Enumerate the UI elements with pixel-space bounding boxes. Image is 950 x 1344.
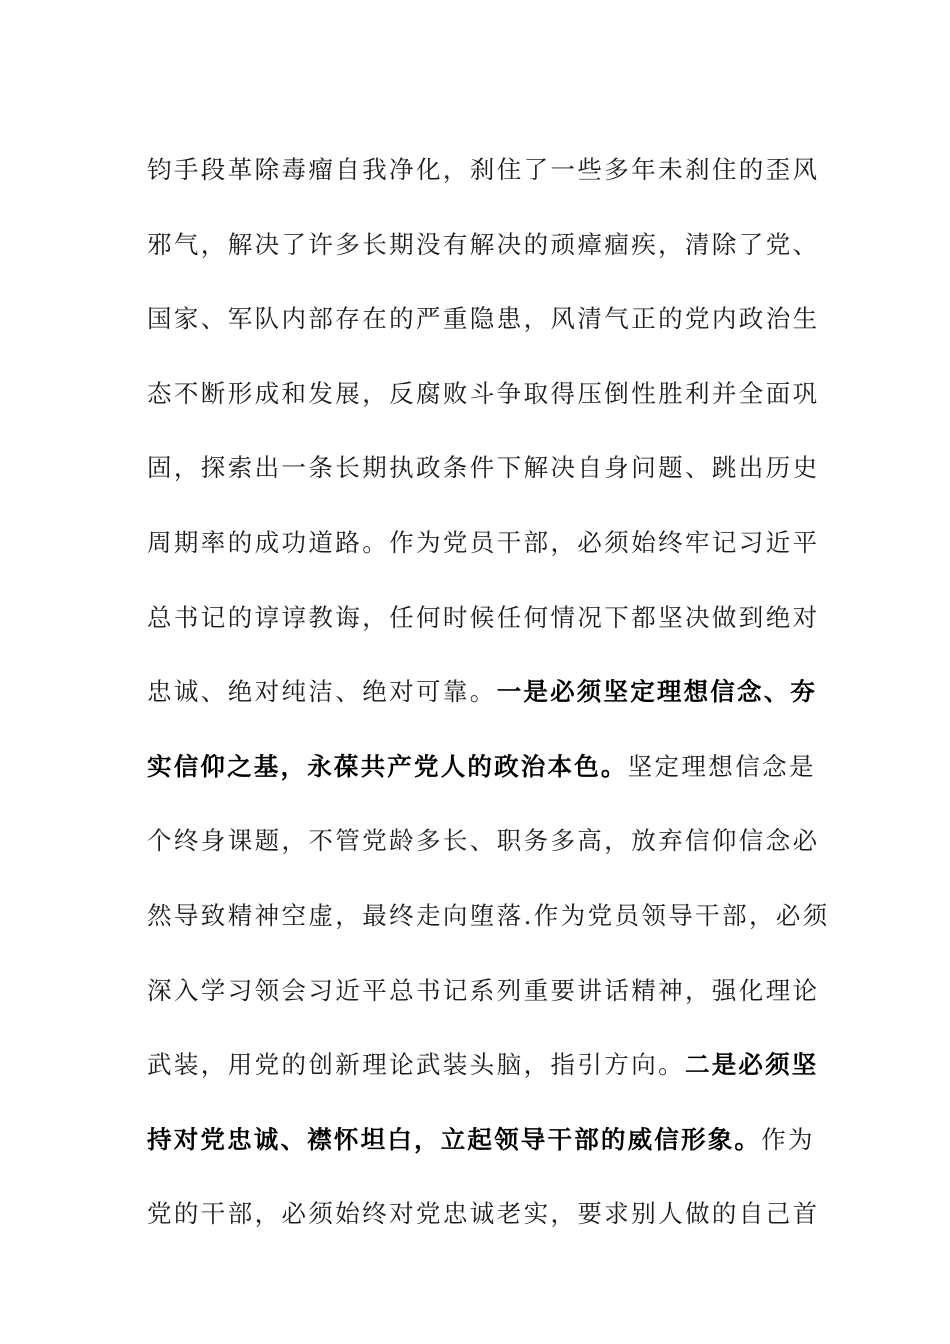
text-line xyxy=(147,431,820,506)
bold-text-segment: 一是必须坚定理想信念、夯 xyxy=(496,677,818,707)
text-line xyxy=(147,581,820,656)
bold-text-segment: 持对党忠诚、襟怀坦白，立起领导干部的威信形象。 xyxy=(147,1124,762,1154)
text-line xyxy=(147,655,818,730)
text-line xyxy=(147,954,820,1029)
text-segment: 总书记的谆谆教诲，任何时候任何情况下都坚决做到绝对 xyxy=(147,602,820,632)
text-segment: 作为 xyxy=(761,1124,815,1154)
text-line xyxy=(147,282,820,357)
text-segment: 然导致精神空虚，最终走向堕落.作为党员领导干部，必须 xyxy=(147,900,830,930)
text-segment: 深入学习领会习近平总书记系列重要讲话精神，强化理论 xyxy=(147,975,820,1005)
text-segment: 国家、军队内部存在的严重隐患，风清气正的党内政治生 xyxy=(147,304,820,334)
body-paragraph xyxy=(147,133,830,1252)
text-line xyxy=(147,133,820,208)
text-line xyxy=(147,1177,820,1252)
bold-text-segment: 二是必须坚 xyxy=(685,1050,819,1080)
text-segment: 邪气，解决了许多长期没有解决的顽瘴痼疾，清除了党、 xyxy=(147,229,820,259)
text-segment: 固，探索出一条长期执政条件下解决自身问题、跳出历史 xyxy=(147,453,820,483)
text-line xyxy=(147,804,820,879)
text-segment: 钧手段革除毒瘤自我净化，刹住了一些多年未刹住的歪风 xyxy=(147,155,820,184)
text-segment: 武装，用党的创新理论武装头脑，指引方向。 xyxy=(147,1050,685,1080)
text-segment: 忠诚、绝对纯洁、绝对可靠。 xyxy=(147,677,497,707)
text-line xyxy=(147,1103,815,1178)
text-segment: 个终身课题，不管党龄多长、职务多高，放弃信仰信念必 xyxy=(147,826,820,856)
text-line xyxy=(147,208,820,283)
text-segment: 态不断形成和发展，反腐败斗争取得压倒性胜利并全面巩 xyxy=(147,378,820,408)
text-segment: 党的干部，必须始终对党忠诚老实，要求别人做的自己首 xyxy=(147,1199,820,1229)
text-line xyxy=(147,357,820,432)
text-line xyxy=(147,506,820,581)
text-line xyxy=(147,730,816,805)
text-segment: 周期率的成功道路。作为党员干部，必须始终牢记习近平 xyxy=(147,527,820,557)
text-segment: 坚定理想信念是 xyxy=(627,751,816,781)
text-line xyxy=(147,1028,819,1103)
bold-text-segment: 实信仰之基，永葆共产党人的政治本色。 xyxy=(147,751,628,781)
text-line xyxy=(147,879,830,954)
